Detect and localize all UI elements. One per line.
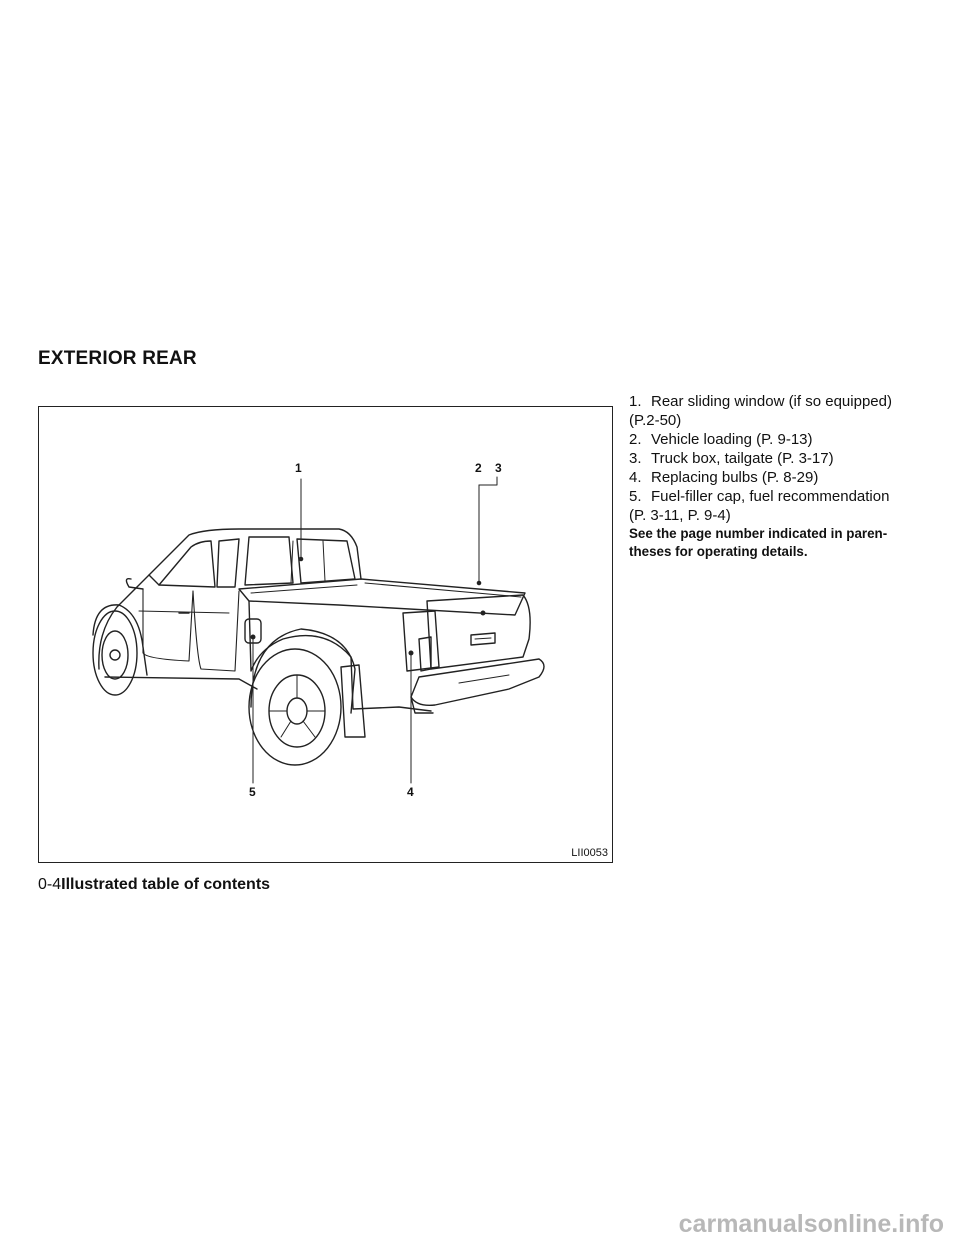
footer-title: Illustrated table of contents [61,876,271,893]
list-item [629,487,929,506]
item-number: 4. [629,469,642,486]
section-title: EXTERIOR REAR [38,348,197,369]
item-number: 5. [629,488,642,505]
pickup-truck-drawing [39,407,614,864]
truck-rear-illustration [38,406,613,863]
item-text: Fuel-filler cap, fuel recommendation [651,488,890,505]
item-number: 2. [629,431,642,448]
item-number: 3. [629,450,642,467]
item-text: Truck box, tailgate (P. 3-17) [651,450,834,467]
callout-5: 5 [249,785,256,799]
site-watermark: carmanualsonline.info [678,1210,944,1238]
item-continuation: (P. 3-11, P. 9-4) [629,507,731,524]
callout-2: 2 [475,461,482,475]
callout-1: 1 [295,461,302,475]
item-text: Vehicle loading (P. 9-13) [651,431,813,448]
figure-code: LII0053 [571,847,608,859]
page-footer [38,876,270,894]
item-number: 1. [629,393,642,410]
note-line: theses for operating details. [629,544,808,559]
item-continuation: (P.2-50) [629,412,682,429]
list-item [629,392,929,411]
item-text: Replacing bulbs (P. 8-29) [651,469,819,486]
list-item [629,449,929,468]
note-line: See the page number indicated in paren- [629,526,888,541]
callout-3: 3 [495,461,502,475]
callout-list [629,392,929,525]
callout-4: 4 [407,785,414,799]
page-number: 0-4 [38,876,62,893]
item-text: Rear sliding window (if so equipped) [651,393,892,410]
list-item [629,430,929,449]
page-reference-note [629,525,894,561]
list-item [629,468,929,487]
